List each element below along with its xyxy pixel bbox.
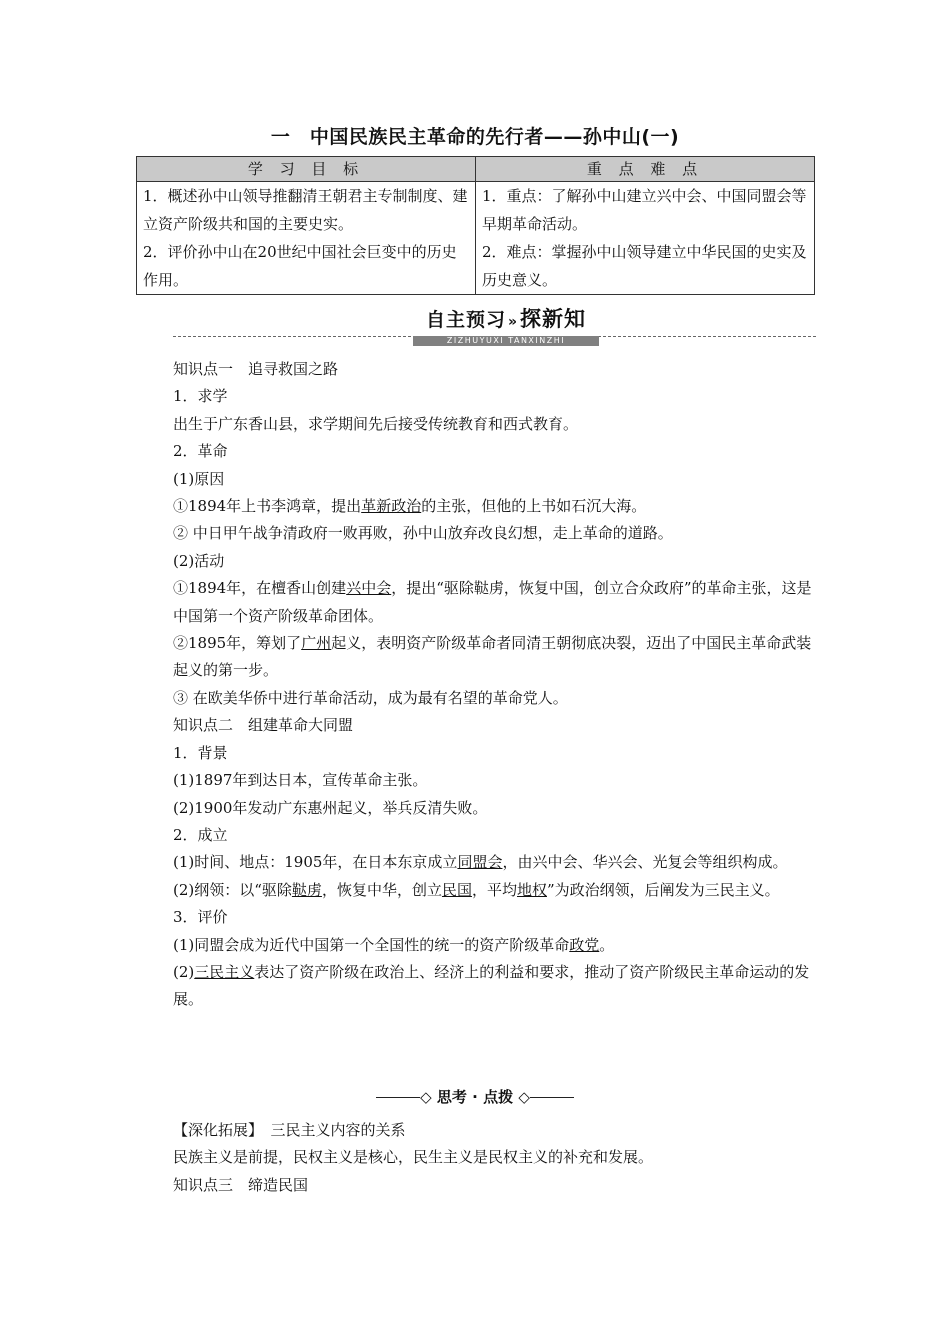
objectives-table [136,156,815,295]
underlined-term: 地权 [516,880,547,899]
k2-founding-a [173,849,816,876]
text: (2) [173,962,195,981]
k2-founding-b [173,877,816,904]
diamond-icon: ◇ [420,1088,432,1106]
k1-section-1-text: 出生于广东香山县，求学期间先后接受传统教育和西式教育。 [173,414,579,433]
banner-arrow-icon: » [507,314,519,330]
text: 表达了资产阶级在政治上、经济上的利益和要求，推动了资产阶级民主革命运动的发展。 [173,962,810,1009]
k1-cause-heading: (1)原因 [173,469,225,488]
text: 起义，表明资产阶级革命者同清王朝彻底决裂，迈出了中国民主革命武装起义的第一步。 [173,634,812,680]
k1-section-1: 1．求学 [173,387,228,406]
key-point-2: 2．难点：掌握孙中山领导建立中华民国的史实及历史意义。 [482,243,807,289]
page-title: 一 中国民族民主革命的先行者——孙中山(一) [270,126,680,148]
underlined-term: 鞑虏 [291,880,322,899]
text: (1)同盟会成为近代中国第一个全国性的统一的资产阶级革命 [173,935,570,954]
k1-section-2: 2．革命 [173,442,228,461]
k2-section-1: 1．背景 [173,743,228,762]
text: 。 [599,935,615,954]
k2-background-b: (2)1900年发动广东惠州起义，举兵反清失败。 [173,798,488,817]
k1-cause-a [173,493,816,520]
text: ，提出“驱除鞑虏，恢复中国，创立合众政府”的革命主张，这是中国第一个资产阶级革命团体。 [173,579,812,625]
text: 的主张，但他的上书如石沉大海。 [421,497,647,516]
key-points-cell [476,182,815,295]
deepen-title: 三民主义内容的关系 [255,1121,406,1139]
k2-evaluation-a [173,932,816,959]
k2-evaluation-b [173,959,816,1014]
knowledge-point-1-heading: 知识点一 追寻救国之路 [173,360,339,378]
text: ，平均 [471,880,517,899]
k2-background-a: (1)1897年到达日本，宣传革命主张。 [173,771,428,790]
underlined-term: 政党 [569,935,600,954]
banner-subtitle: ZIZHUYUXI TANXINZHI [413,336,599,346]
k2-section-2: 2．成立 [173,825,228,844]
text: ”为政治纲领，后阐发为三民主义。 [547,880,780,899]
underlined-term: 三民主义 [194,962,255,981]
objective-2: 2．评价孙中山在20世纪中国社会巨变中的历史作用。 [143,243,457,289]
underlined-term: 民国 [441,880,472,899]
divider-line-right [530,1097,574,1098]
text: ①1894年上书李鸿章，提出 [173,497,362,516]
deepen-section [173,1117,816,1199]
banner-title-part2: 探新知 [520,307,587,331]
banner-title-part1: 自主预习 [425,309,506,331]
banner-title [413,305,599,336]
deepen-text: 民族主义是前提，民权主义是核心，民生主义是民权主义的补充和发展。 [173,1148,654,1167]
deepen-heading [173,1117,816,1144]
text: (1)时间、地点：1905年，在日本东京成立 [173,853,458,872]
knowledge-point-3-heading: 知识点三 缔造民国 [173,1175,309,1194]
diamond-icon: ◇ [518,1088,530,1106]
knowledge-point-2-heading: 知识点二 组建革命大同盟 [173,716,354,735]
k1-activity-c: ③ 在欧美华侨中进行革命活动，成为最有名望的革命党人。 [173,688,568,707]
k1-activity-heading: (2)活动 [173,551,225,570]
text: ，恢复中华，创立 [321,880,442,899]
k1-cause-b: ② 中日甲午战争清政府一败再败，孙中山放弃改良幻想，走上革命的道路。 [173,524,673,543]
k1-activity-a [173,575,816,630]
banner-box [413,305,599,345]
think-divider [0,1086,950,1107]
think-label: 思考 · 点拨 [436,1088,514,1106]
underlined-term: 兴中会 [346,579,392,598]
main-content [173,356,816,1014]
objective-1: 1．概述孙中山领导推翻清王朝君主专制制度、建立资产阶级共和国的主要史实。 [143,187,468,233]
key-point-1: 1．重点：了解孙中山建立兴中会、中国同盟会等早期革命活动。 [482,187,807,233]
text: ②1895年，筹划了 [173,634,302,653]
underlined-term: 广州 [301,634,332,653]
text: ，由兴中会、华兴会、光复会等组织构成。 [502,853,788,872]
text: (2)纲领：以“驱除 [173,880,292,899]
underlined-term: 革新政治 [361,497,422,516]
divider-line-left [376,1097,420,1098]
section-banner [173,305,816,345]
k2-section-3: 3．评价 [173,908,228,927]
k1-activity-b [173,630,816,685]
text: ①1894年，在檀香山创建 [173,579,347,598]
underlined-term: 同盟会 [457,853,503,872]
objectives-cell [137,182,476,295]
table-header-key-points: 重 点 难 点 [476,157,815,182]
deepen-tag: 【深化拓展】 [173,1121,256,1139]
table-header-objectives: 学 习 目 标 [137,157,476,182]
